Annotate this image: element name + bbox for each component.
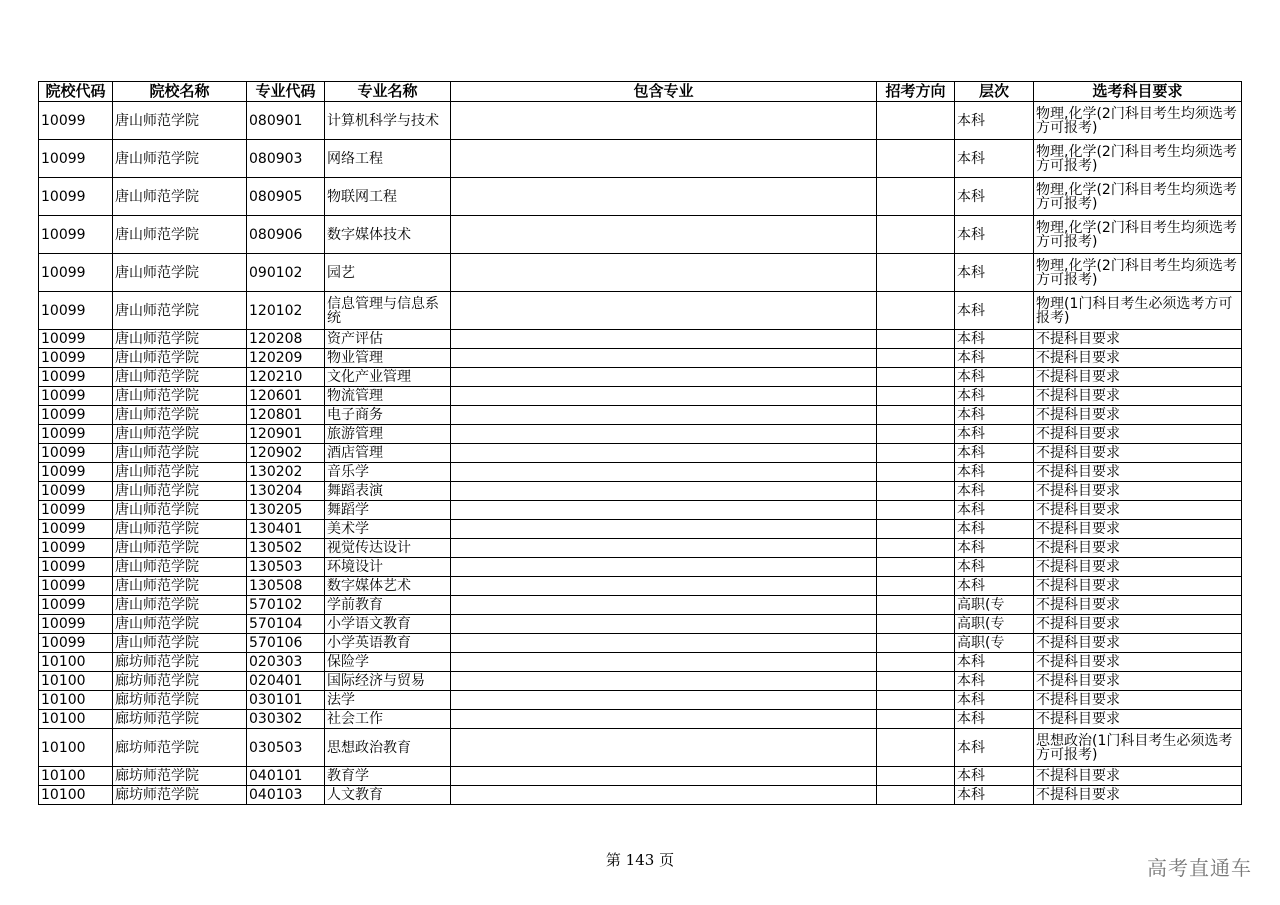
cell-subject-requirement: 不提科目要求 (1034, 425, 1242, 444)
cell-included-majors (451, 387, 877, 406)
cell-school-name: 唐山师范学院 (113, 615, 247, 634)
table-row (39, 501, 1242, 520)
table-row (39, 444, 1242, 463)
cell-major-code: 020303 (247, 653, 325, 672)
cell-major-code: 130202 (247, 463, 325, 482)
cell-school-code: 10099 (39, 254, 113, 292)
cell-major-code: 080903 (247, 140, 325, 178)
cell-school-code: 10099 (39, 292, 113, 330)
cell-subject-requirement: 不提科目要求 (1034, 444, 1242, 463)
cell-major-code: 020401 (247, 672, 325, 691)
header-direction: 招考方向 (877, 82, 955, 102)
cell-level: 本科 (955, 102, 1034, 140)
cell-school-name: 唐山师范学院 (113, 520, 247, 539)
cell-major-name: 小学语文教育 (325, 615, 451, 634)
cell-school-name: 唐山师范学院 (113, 444, 247, 463)
table-row (39, 368, 1242, 387)
cell-included-majors (451, 254, 877, 292)
cell-level: 本科 (955, 520, 1034, 539)
cell-school-name: 廊坊师范学院 (113, 729, 247, 767)
cell-school-code: 10099 (39, 463, 113, 482)
cell-subject-requirement: 不提科目要求 (1034, 596, 1242, 615)
cell-direction (877, 520, 955, 539)
cell-level: 本科 (955, 501, 1034, 520)
cell-major-name: 美术学 (325, 520, 451, 539)
cell-major-name: 物流管理 (325, 387, 451, 406)
cell-major-code: 130508 (247, 577, 325, 596)
cell-school-code: 10100 (39, 786, 113, 805)
cell-school-name: 唐山师范学院 (113, 558, 247, 577)
cell-included-majors (451, 425, 877, 444)
table-row (39, 691, 1242, 710)
cell-direction (877, 102, 955, 140)
table-row (39, 330, 1242, 349)
table-row (39, 387, 1242, 406)
cell-direction (877, 653, 955, 672)
cell-major-name: 信息管理与信息系统 (325, 292, 451, 330)
cell-school-code: 10099 (39, 102, 113, 140)
cell-included-majors (451, 596, 877, 615)
cell-included-majors (451, 178, 877, 216)
cell-school-name: 廊坊师范学院 (113, 691, 247, 710)
cell-level: 本科 (955, 292, 1034, 330)
header-row (39, 82, 1242, 102)
cell-level: 本科 (955, 368, 1034, 387)
table-row (39, 653, 1242, 672)
cell-direction (877, 216, 955, 254)
table-row (39, 729, 1242, 767)
cell-major-code: 130503 (247, 558, 325, 577)
cell-level: 本科 (955, 729, 1034, 767)
cell-school-name: 唐山师范学院 (113, 216, 247, 254)
cell-included-majors (451, 330, 877, 349)
admission-table (38, 81, 1242, 805)
cell-direction (877, 463, 955, 482)
cell-included-majors (451, 653, 877, 672)
cell-major-code: 090102 (247, 254, 325, 292)
cell-included-majors (451, 634, 877, 653)
cell-level: 本科 (955, 767, 1034, 786)
cell-school-code: 10099 (39, 387, 113, 406)
header-major-name: 专业名称 (325, 82, 451, 102)
cell-level: 本科 (955, 425, 1034, 444)
cell-included-majors (451, 729, 877, 767)
cell-level: 本科 (955, 216, 1034, 254)
cell-major-code: 130205 (247, 501, 325, 520)
cell-major-name: 资产评估 (325, 330, 451, 349)
cell-school-code: 10099 (39, 558, 113, 577)
cell-school-code: 10100 (39, 729, 113, 767)
cell-direction (877, 501, 955, 520)
cell-direction (877, 349, 955, 368)
cell-major-code: 030503 (247, 729, 325, 767)
page-number: 第 143 页 (605, 851, 675, 869)
cell-school-name: 唐山师范学院 (113, 349, 247, 368)
table-row (39, 102, 1242, 140)
cell-major-name: 电子商务 (325, 406, 451, 425)
cell-major-code: 130502 (247, 539, 325, 558)
cell-school-code: 10099 (39, 216, 113, 254)
cell-level: 本科 (955, 444, 1034, 463)
cell-school-name: 唐山师范学院 (113, 406, 247, 425)
cell-included-majors (451, 501, 877, 520)
header-school-name: 院校名称 (113, 82, 247, 102)
cell-subject-requirement: 物理,化学(2门科目考生均须选考方可报考) (1034, 254, 1242, 292)
cell-direction (877, 254, 955, 292)
header-school-code: 院校代码 (39, 82, 113, 102)
cell-school-code: 10099 (39, 425, 113, 444)
cell-school-name: 唐山师范学院 (113, 178, 247, 216)
cell-included-majors (451, 615, 877, 634)
cell-major-name: 思想政治教育 (325, 729, 451, 767)
table-row (39, 520, 1242, 539)
cell-major-name: 教育学 (325, 767, 451, 786)
cell-direction (877, 387, 955, 406)
table-row (39, 539, 1242, 558)
cell-subject-requirement: 物理,化学(2门科目考生均须选考方可报考) (1034, 102, 1242, 140)
cell-major-code: 120209 (247, 349, 325, 368)
table-row (39, 767, 1242, 786)
cell-direction (877, 634, 955, 653)
cell-major-code: 570102 (247, 596, 325, 615)
cell-school-name: 廊坊师范学院 (113, 767, 247, 786)
table-row (39, 216, 1242, 254)
cell-school-code: 10099 (39, 615, 113, 634)
table-header (39, 82, 1242, 102)
cell-major-code: 120208 (247, 330, 325, 349)
cell-school-code: 10100 (39, 691, 113, 710)
cell-school-code: 10099 (39, 330, 113, 349)
cell-subject-requirement: 不提科目要求 (1034, 767, 1242, 786)
cell-major-name: 国际经济与贸易 (325, 672, 451, 691)
cell-direction (877, 425, 955, 444)
cell-school-name: 唐山师范学院 (113, 577, 247, 596)
table-row (39, 254, 1242, 292)
cell-major-name: 物联网工程 (325, 178, 451, 216)
table-row (39, 634, 1242, 653)
cell-school-name: 唐山师范学院 (113, 387, 247, 406)
cell-major-code: 030302 (247, 710, 325, 729)
cell-included-majors (451, 292, 877, 330)
cell-included-majors (451, 349, 877, 368)
cell-direction (877, 482, 955, 501)
cell-level: 本科 (955, 140, 1034, 178)
cell-direction (877, 558, 955, 577)
table-row (39, 672, 1242, 691)
cell-school-code: 10099 (39, 178, 113, 216)
cell-included-majors (451, 558, 877, 577)
cell-level: 高职(专 (955, 596, 1034, 615)
header-major-code: 专业代码 (247, 82, 325, 102)
cell-level: 本科 (955, 691, 1034, 710)
cell-direction (877, 406, 955, 425)
cell-direction (877, 330, 955, 349)
cell-subject-requirement: 不提科目要求 (1034, 501, 1242, 520)
table-row (39, 710, 1242, 729)
header-subject-requirement: 选考科目要求 (1034, 82, 1242, 102)
table-row (39, 178, 1242, 216)
cell-school-code: 10099 (39, 406, 113, 425)
cell-school-code: 10099 (39, 501, 113, 520)
table-row (39, 786, 1242, 805)
cell-major-name: 舞蹈表演 (325, 482, 451, 501)
cell-included-majors (451, 482, 877, 501)
cell-level: 本科 (955, 387, 1034, 406)
cell-included-majors (451, 463, 877, 482)
cell-direction (877, 710, 955, 729)
cell-major-name: 园艺 (325, 254, 451, 292)
cell-level: 高职(专 (955, 615, 1034, 634)
cell-major-name: 物业管理 (325, 349, 451, 368)
cell-subject-requirement: 不提科目要求 (1034, 672, 1242, 691)
table-row (39, 425, 1242, 444)
cell-school-name: 唐山师范学院 (113, 330, 247, 349)
cell-included-majors (451, 672, 877, 691)
cell-direction (877, 368, 955, 387)
cell-subject-requirement: 不提科目要求 (1034, 539, 1242, 558)
cell-subject-requirement: 不提科目要求 (1034, 463, 1242, 482)
cell-school-code: 10100 (39, 710, 113, 729)
cell-included-majors (451, 216, 877, 254)
cell-direction (877, 140, 955, 178)
cell-included-majors (451, 767, 877, 786)
cell-included-majors (451, 102, 877, 140)
cell-included-majors (451, 140, 877, 178)
cell-level: 本科 (955, 349, 1034, 368)
cell-school-name: 唐山师范学院 (113, 596, 247, 615)
cell-direction (877, 292, 955, 330)
cell-subject-requirement: 思想政治(1门科目考生必须选考方可报考) (1034, 729, 1242, 767)
cell-level: 本科 (955, 710, 1034, 729)
cell-direction (877, 444, 955, 463)
cell-school-name: 唐山师范学院 (113, 463, 247, 482)
cell-included-majors (451, 520, 877, 539)
table-row (39, 615, 1242, 634)
cell-included-majors (451, 368, 877, 387)
cell-major-name: 酒店管理 (325, 444, 451, 463)
cell-direction (877, 577, 955, 596)
cell-subject-requirement: 不提科目要求 (1034, 330, 1242, 349)
cell-subject-requirement: 不提科目要求 (1034, 653, 1242, 672)
table-row (39, 463, 1242, 482)
cell-major-name: 社会工作 (325, 710, 451, 729)
header-level: 层次 (955, 82, 1034, 102)
cell-major-name: 学前教育 (325, 596, 451, 615)
cell-school-code: 10099 (39, 577, 113, 596)
cell-school-code: 10099 (39, 482, 113, 501)
cell-major-name: 人文教育 (325, 786, 451, 805)
cell-school-code: 10100 (39, 653, 113, 672)
cell-major-code: 130401 (247, 520, 325, 539)
cell-subject-requirement: 物理(1门科目考生必须选考方可报考) (1034, 292, 1242, 330)
cell-school-name: 唐山师范学院 (113, 102, 247, 140)
cell-included-majors (451, 577, 877, 596)
cell-major-name: 舞蹈学 (325, 501, 451, 520)
cell-direction (877, 615, 955, 634)
table-row (39, 140, 1242, 178)
cell-major-name: 数字媒体艺术 (325, 577, 451, 596)
cell-major-code: 080901 (247, 102, 325, 140)
cell-school-name: 唐山师范学院 (113, 140, 247, 178)
cell-major-code: 040103 (247, 786, 325, 805)
cell-major-code: 040101 (247, 767, 325, 786)
cell-level: 本科 (955, 254, 1034, 292)
cell-school-name: 唐山师范学院 (113, 292, 247, 330)
cell-direction (877, 786, 955, 805)
cell-school-name: 唐山师范学院 (113, 368, 247, 387)
cell-school-code: 10099 (39, 520, 113, 539)
cell-school-code: 10100 (39, 672, 113, 691)
cell-level: 本科 (955, 577, 1034, 596)
cell-subject-requirement: 物理,化学(2门科目考生均须选考方可报考) (1034, 178, 1242, 216)
cell-major-name: 网络工程 (325, 140, 451, 178)
cell-school-name: 廊坊师范学院 (113, 786, 247, 805)
watermark: 高考直通车 (1147, 856, 1252, 880)
cell-subject-requirement: 不提科目要求 (1034, 387, 1242, 406)
cell-major-code: 120210 (247, 368, 325, 387)
cell-included-majors (451, 539, 877, 558)
cell-major-name: 保险学 (325, 653, 451, 672)
cell-school-code: 10099 (39, 140, 113, 178)
cell-major-name: 文化产业管理 (325, 368, 451, 387)
cell-direction (877, 178, 955, 216)
cell-level: 高职(专 (955, 634, 1034, 653)
cell-major-code: 130204 (247, 482, 325, 501)
cell-school-name: 廊坊师范学院 (113, 672, 247, 691)
cell-subject-requirement: 不提科目要求 (1034, 615, 1242, 634)
cell-major-name: 数字媒体技术 (325, 216, 451, 254)
cell-subject-requirement: 不提科目要求 (1034, 577, 1242, 596)
table-row (39, 482, 1242, 501)
header-included-majors: 包含专业 (451, 82, 877, 102)
cell-school-code: 10099 (39, 444, 113, 463)
cell-school-code: 10099 (39, 539, 113, 558)
table-row (39, 558, 1242, 577)
cell-school-name: 唐山师范学院 (113, 482, 247, 501)
cell-subject-requirement: 不提科目要求 (1034, 710, 1242, 729)
cell-subject-requirement: 不提科目要求 (1034, 368, 1242, 387)
cell-level: 本科 (955, 672, 1034, 691)
cell-school-name: 唐山师范学院 (113, 634, 247, 653)
cell-direction (877, 596, 955, 615)
cell-major-code: 570106 (247, 634, 325, 653)
cell-school-name: 唐山师范学院 (113, 501, 247, 520)
cell-school-code: 10099 (39, 634, 113, 653)
cell-major-code: 120801 (247, 406, 325, 425)
cell-level: 本科 (955, 463, 1034, 482)
cell-school-name: 唐山师范学院 (113, 539, 247, 558)
cell-subject-requirement: 物理,化学(2门科目考生均须选考方可报考) (1034, 216, 1242, 254)
cell-major-code: 120902 (247, 444, 325, 463)
cell-included-majors (451, 786, 877, 805)
cell-subject-requirement: 不提科目要求 (1034, 634, 1242, 653)
cell-level: 本科 (955, 786, 1034, 805)
cell-school-name: 廊坊师范学院 (113, 653, 247, 672)
table-row (39, 406, 1242, 425)
cell-major-name: 计算机科学与技术 (325, 102, 451, 140)
table-body (39, 102, 1242, 805)
cell-direction (877, 539, 955, 558)
cell-major-name: 音乐学 (325, 463, 451, 482)
table-row (39, 349, 1242, 368)
cell-major-name: 环境设计 (325, 558, 451, 577)
cell-major-code: 120102 (247, 292, 325, 330)
cell-major-code: 080906 (247, 216, 325, 254)
cell-included-majors (451, 406, 877, 425)
cell-direction (877, 691, 955, 710)
table-row (39, 596, 1242, 615)
table-row (39, 577, 1242, 596)
cell-level: 本科 (955, 558, 1034, 577)
cell-included-majors (451, 691, 877, 710)
cell-school-name: 唐山师范学院 (113, 254, 247, 292)
cell-major-name: 法学 (325, 691, 451, 710)
cell-subject-requirement: 不提科目要求 (1034, 482, 1242, 501)
cell-subject-requirement: 不提科目要求 (1034, 786, 1242, 805)
cell-major-code: 120901 (247, 425, 325, 444)
cell-major-name: 旅游管理 (325, 425, 451, 444)
cell-level: 本科 (955, 539, 1034, 558)
cell-level: 本科 (955, 330, 1034, 349)
cell-school-name: 廊坊师范学院 (113, 710, 247, 729)
cell-major-code: 570104 (247, 615, 325, 634)
cell-level: 本科 (955, 406, 1034, 425)
cell-school-code: 10100 (39, 767, 113, 786)
cell-major-code: 120601 (247, 387, 325, 406)
cell-subject-requirement: 不提科目要求 (1034, 691, 1242, 710)
cell-subject-requirement: 不提科目要求 (1034, 406, 1242, 425)
cell-subject-requirement: 不提科目要求 (1034, 558, 1242, 577)
cell-major-code: 080905 (247, 178, 325, 216)
table-row (39, 292, 1242, 330)
cell-subject-requirement: 物理,化学(2门科目考生均须选考方可报考) (1034, 140, 1242, 178)
cell-school-name: 唐山师范学院 (113, 425, 247, 444)
cell-direction (877, 729, 955, 767)
cell-school-code: 10099 (39, 596, 113, 615)
cell-major-name: 视觉传达设计 (325, 539, 451, 558)
cell-subject-requirement: 不提科目要求 (1034, 349, 1242, 368)
cell-level: 本科 (955, 653, 1034, 672)
cell-major-name: 小学英语教育 (325, 634, 451, 653)
cell-school-code: 10099 (39, 368, 113, 387)
cell-included-majors (451, 710, 877, 729)
cell-included-majors (451, 444, 877, 463)
cell-direction (877, 672, 955, 691)
cell-subject-requirement: 不提科目要求 (1034, 520, 1242, 539)
cell-direction (877, 767, 955, 786)
cell-level: 本科 (955, 482, 1034, 501)
cell-level: 本科 (955, 178, 1034, 216)
cell-school-code: 10099 (39, 349, 113, 368)
cell-major-code: 030101 (247, 691, 325, 710)
